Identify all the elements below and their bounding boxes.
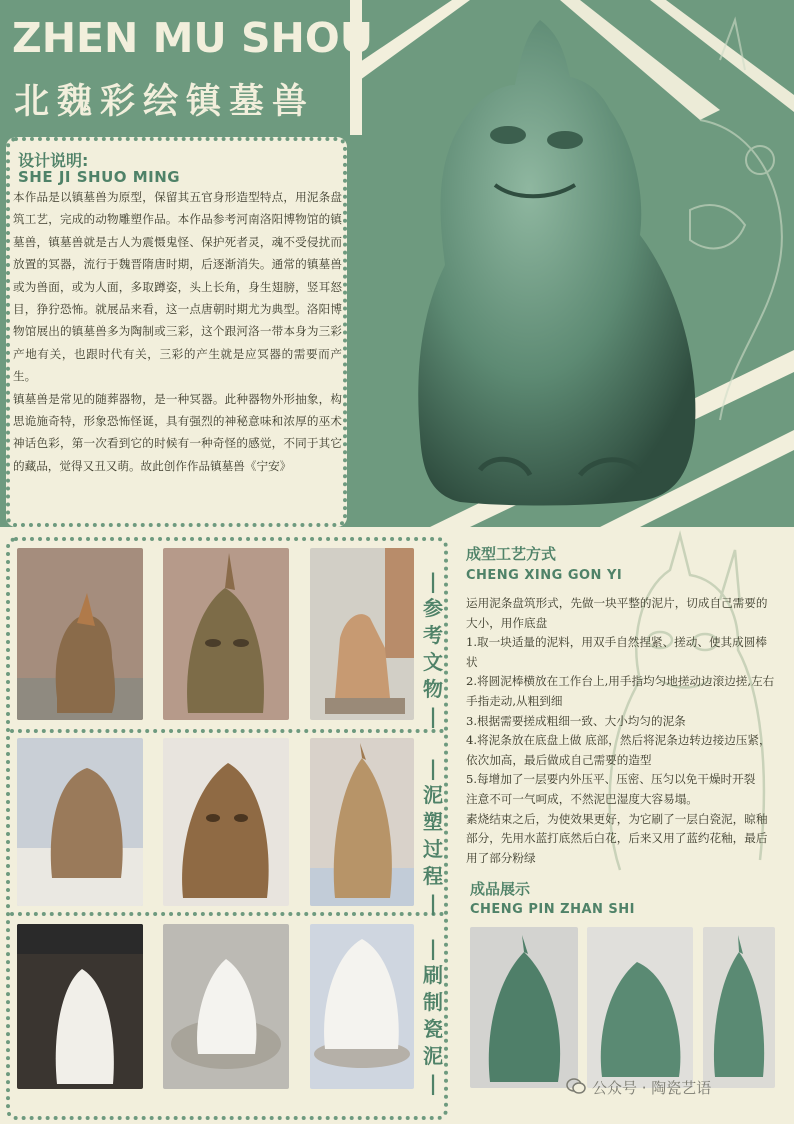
row-divider — [10, 729, 444, 733]
description-title-cn: 设计说明: — [18, 151, 89, 170]
watermark-text: 公众号 · 陶瓷艺语 — [592, 1079, 712, 1097]
description-paragraph: 镇墓兽是常见的随葬器物，是一种冥器。此种器物外形抽象，构思诡施奇特，形象恐怖怪诞，具有强烈的神秘意味和浓厚的巫术神话色彩，第一次看到它的时候有一种奇怪的感觉，不同于其它的藏品，觉得又丑又萌。故此创作作品镇墓兽《宁安》 — [13, 391, 342, 473]
reference-photo-3 — [310, 548, 414, 720]
slip-photo-1 — [17, 924, 143, 1089]
process-line: 2.将圆泥棒横放在工作台上,用手指均匀地搓动边滚边搓,左右手指走动,从粗到细 — [466, 674, 775, 708]
description-body — [13, 186, 342, 477]
slip-photo-2 — [163, 924, 289, 1089]
process-body — [466, 594, 778, 868]
finished-front — [470, 927, 578, 1088]
slip-photo-3 — [310, 924, 414, 1089]
wechat-icon — [566, 1077, 586, 1095]
title-english: ZHEN MU SHOU — [12, 14, 373, 62]
process-photo-2 — [163, 738, 289, 906]
process-photo-1 — [17, 738, 143, 906]
process-title-en: CHENG XING GON YI — [466, 568, 623, 583]
row-label-reference: | 参 考 文 物 | — [423, 569, 443, 728]
row-label-process: | 泥 塑 过 程 | — [423, 756, 443, 915]
process-title-cn: 成型工艺方式 — [466, 545, 557, 563]
reference-photo-2 — [163, 548, 289, 720]
process-line: 素烧结束之后，为使效果更好，为它刷了一层白瓷泥，晾釉部分，先用水蓝打底然后白花，后来又用了蓝约花釉，最后用了部分粉绿 — [466, 811, 768, 865]
process-line: 3.根据需要搓成粗细一致、大小均匀的泥条 — [466, 713, 686, 728]
row-label-text: 泥 塑 过 程 — [423, 783, 443, 888]
hero-sculpture-image — [400, 15, 700, 510]
showcase-title-cn: 成品展示 — [470, 880, 531, 898]
row-label-text: 参 考 文 物 — [423, 596, 443, 701]
reference-photo-1 — [17, 548, 143, 720]
process-line: 注意不可一气呵成，不然泥巴湿度大容易塌。 — [466, 791, 698, 806]
description-title-en: SHE JI SHUO MING — [18, 168, 181, 186]
row-divider — [10, 912, 444, 916]
process-line: 5.每增加了一层要内外压平、压密、压匀以免干燥时开裂 — [466, 772, 756, 787]
process-photo-3 — [310, 738, 414, 906]
showcase-title-en: CHENG PIN ZHAN SHI — [470, 902, 635, 917]
finished-side — [587, 927, 693, 1088]
title-chinese: 北魏彩绘镇墓兽 — [14, 82, 316, 122]
process-line: 1.取一块适量的泥料，用双手自然捏紧、搓动、使其成圆棒状 — [466, 635, 767, 669]
row-label-text: 刷 制 瓷 泥 — [423, 963, 443, 1068]
finished-profile — [703, 927, 775, 1088]
process-line: 4.将泥条放在底盘上做 底部，然后将泥条边转边接边压紧，依次加高，最后做成自己需要的造型 — [466, 733, 771, 767]
process-line: 运用泥条盘筑形式，先做一块平整的泥片，切成自己需要的大小，用作底盘 — [466, 596, 768, 630]
row-label-slip: | 刷 制 瓷 泥 | — [423, 936, 443, 1095]
description-paragraph: 本作品是以镇墓兽为原型，保留其五官身形造型特点，用泥条盘筑工艺，完成的动物雕塑作品。本作品参考河南洛阳博物馆的镇墓兽，镇墓兽就是古人为震慑鬼怪、保护死者灵，魂不受侵扰而放置的冥器，流行于魏晋隋唐时期，后逐渐消失。通常的镇墓兽或为兽面，或为人面，多取蹲姿，头上长角，身生翅膀，竖耳怒目，狰狞恐怖。就展品来看，这一点唐朝时期尤为典型。洛阳博物馆展出的镇墓兽多为陶制或三彩，这个跟河洛一带本身为三彩产地有关，也跟时代有关，三彩的产生就是应冥器的需要而产生。 — [13, 190, 342, 384]
